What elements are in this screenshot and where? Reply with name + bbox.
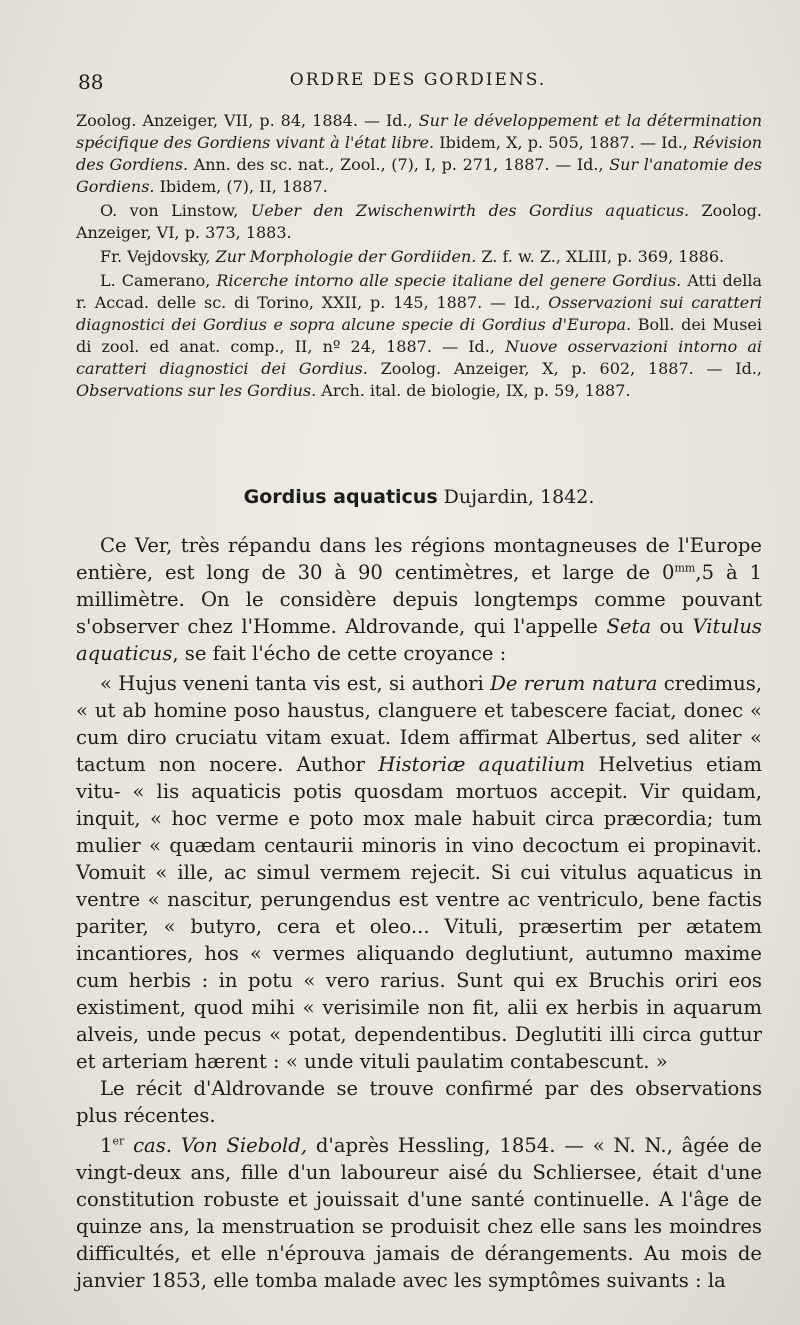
running-title: ORDRE DES GORDIENS. bbox=[289, 70, 547, 90]
intro-paragraph: Ce Ver, très répandu dans les régions montagneuses de l'Europe entière, est long de 30 à 90 centimètres, et large de $0^{mm},5$ à 1 millimètre. On le considère depuis longtemps comme pouvant s'observer chez l'Homme. Aldrovande, qui l'appelle Seta ou Vitulus aquaticus, se fait l'écho de cette croyance : bbox=[76, 534, 762, 665]
species-author: Dujardin, 1842. bbox=[437, 486, 595, 508]
biblio-entry-villot: Zoolog. Anzeiger, VII, p. 84, 1884. — Id., Sur le développement et la détermination spécifique des Gordiens vivant à l'état libre. Ibidem, X, p. 505, 1887. — Id., Révision des Gordiens. Ann. des sc. nat., Zool., (7), I, p. 271, 1887. — Id., Sur l'anatomie des Gordiens. Ibidem, (7), II, 1887. bbox=[76, 111, 763, 196]
main-text bbox=[76, 532, 762, 1297]
page-header bbox=[78, 70, 758, 100]
page-number: 88 bbox=[78, 70, 104, 94]
case-paragraph: 1er cas. Von Siebold, d'après Hessling, 1854. — « N. N., âgée de vingt-deux ans, fille d'un laboureur aisé du Schliersee, était d'une constitution robuste et jouissait d'une santé continuelle. A l'âge de quinze ans, la menstruation se produisit chez elle sans les moindres difficultés, et elle n'éprouva jamais de dérangements. Au mois de janvier 1853, elle tomba malade avec les symptômes suivants : la bbox=[76, 1134, 762, 1292]
bibliography bbox=[76, 110, 762, 404]
species-name: Gordius aquaticus bbox=[243, 486, 438, 508]
biblio-entry-camerano: L. Camerano, Ricerche intorno alle specie italiane del genere Gordius. Atti della r. Accad. delle sc. di Torino, XXII, p. 145, 1887. — Id., Osservazioni sui caratteri diagnostici dei Gordius e sopra alcune specie di Gordius d'Europa. Boll. dei Musei di zool. ed anat. comp., II, nº 24, 1887. — Id., Nuove osservazioni intorno ai caratteri diagnostici dei Gordius. Zoolog. Anzeiger, X, p. 602, 1887. — Id., Observations sur les Gordius. Arch. ital. de biologie, IX, p. 59, 1887. bbox=[76, 271, 763, 400]
latin-quotation: « Hujus veneni tanta vis est, si authori De rerum natura credimus, « ut ab homine poso haustus, clanguere et tabescere faciat, donec « cum diro cruciatu vitam exuat. Idem affirmat Albertus, sed aliter « tactum non nocere. Author Historiæ aquatilium Helvetius etiam vitu- « lis aquaticis potis quosdam mortuos accepit. Vir quidam, inquit, « hoc verme e poto mox male habuit circa præcordia; tum mulier « quædam centaurii minoris in vino decoctum ei propinavit. Vomuit « ille, ac simul vermem rejecit. Si cui vitulus aquaticus in ventre « nascitur, perungendus est ventre ac ventriculo, bene factis pariter, « butyro, cera et oleo... Vituli, præsertim per ætatem incantiores, hos « vermes aliquando deglutiunt, autumno maxime cum herbis : in potu « vero rarius. Sunt qui ex Bruchis oriri eos existiment, quod mihi « verisimile non fit, alii ex herbis in aquarum alveis, unde pecus « potat, dependentibus. Deglutiti illi circa guttur et arteriam hærent : « unde vituli paulatim contabescunt. » bbox=[76, 672, 762, 1073]
biblio-entry-linstow: O. von Linstow, Ueber den Zwischenwirth des Gordius aquaticus. Zoolog. Anzeiger, VI, p. 373, 1883. bbox=[76, 201, 763, 242]
recit-paragraph: Le récit d'Aldrovande se trouve confirmé par des observations plus récentes. bbox=[76, 1077, 762, 1127]
section-heading bbox=[76, 486, 762, 508]
biblio-entry-vejdovsky: Fr. Vejdovsky, Zur Morphologie der Gordiiden. Z. f. w. Z., XLIII, p. 369, 1886. bbox=[100, 247, 725, 266]
